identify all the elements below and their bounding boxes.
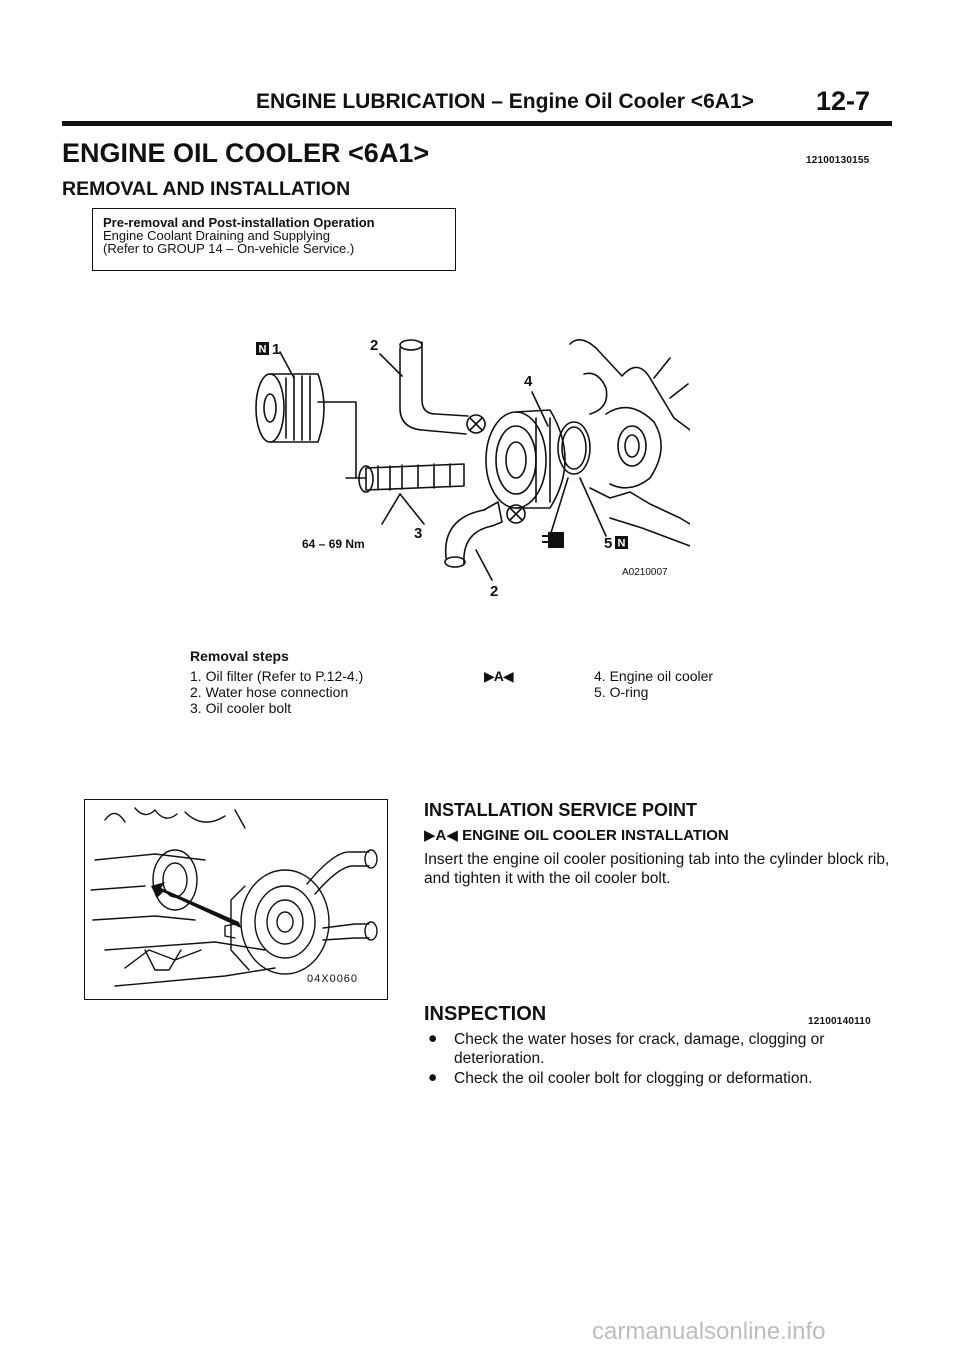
svg-text:N: N	[617, 537, 626, 550]
engine-oil-cooler-drawing	[486, 410, 565, 508]
bullet-icon: ●	[428, 1069, 438, 1086]
callout-2-upper: 2	[370, 337, 379, 354]
section-title: ENGINE OIL COOLER <6A1>	[62, 138, 430, 168]
oil-cooler-exploded-diagram	[250, 318, 690, 598]
header-rule	[62, 121, 892, 126]
removal-step-4: 4. Engine oil cooler	[594, 668, 714, 684]
inspection-code: 12100140110	[808, 1016, 871, 1027]
bullet-icon: ●	[428, 1030, 438, 1047]
removal-steps-title: Removal steps	[190, 648, 289, 664]
non-reusable-badge-icon	[615, 536, 628, 550]
oil-cooler-bolt-drawing	[346, 464, 464, 492]
torque-label: 64 – 69 Nm	[302, 537, 365, 551]
removal-step-3: 3. Oil cooler bolt	[190, 700, 292, 716]
oil-filter-drawing	[256, 374, 324, 442]
upper-water-hose-drawing	[400, 340, 468, 434]
inspection-item-1: Check the water hoses for crack, damage, clogging or deterioration.	[454, 1031, 825, 1067]
callout-4: 4	[524, 373, 533, 390]
installation-text: Insert the engine oil cooler positioning tab into the cylinder block rib, and tighten it with the oil cooler bolt.	[424, 851, 890, 887]
lower-water-hose-drawing	[445, 502, 502, 567]
installation-title: INSTALLATION SERVICE POINT	[424, 800, 698, 820]
installation-figure	[84, 799, 388, 1000]
removal-step-5: 5. O-ring	[594, 684, 649, 700]
installation-subtitle: ▶A◀ ENGINE OIL COOLER INSTALLATION	[424, 827, 729, 844]
page-number: 12-7	[816, 86, 871, 116]
callout-2-lower: 2	[490, 583, 499, 598]
oil-cooler-installation-drawing	[85, 800, 386, 998]
pre-removal-box	[92, 208, 456, 271]
callout-3: 3	[414, 525, 423, 542]
cylinder-block-drawing	[570, 340, 690, 546]
section-subtitle: REMOVAL AND INSTALLATION	[62, 178, 351, 200]
sealant-icon	[542, 532, 564, 548]
inspection-title: INSPECTION	[424, 1003, 547, 1025]
figure-1-code: A0210007	[622, 567, 668, 578]
running-header-title: ENGINE LUBRICATION – Engine Oil Cooler <6A1>	[256, 90, 754, 113]
pre-removal-heading: Pre-removal and Post-installation Operation	[103, 215, 375, 230]
watermark: carmanualsonline.info	[592, 1318, 826, 1345]
callout-5: 5	[604, 535, 613, 552]
removal-step-1: 1. Oil filter (Refer to P.12-4.)	[190, 668, 364, 684]
pre-removal-line-1: Engine Coolant Draining and Supplying	[103, 228, 330, 243]
callout-1: 1	[272, 341, 281, 358]
service-point-mark: ▶A◀	[484, 668, 513, 684]
figure-2-code: 04X0060	[307, 973, 359, 985]
non-reusable-badge-icon	[256, 342, 269, 356]
removal-step-2: 2. Water hose connection	[190, 684, 349, 700]
svg-text:N: N	[258, 343, 267, 356]
pre-removal-line-2: (Refer to GROUP 14 – On-vehicle Service.)	[103, 241, 355, 256]
section-code: 12100130155	[806, 155, 870, 166]
inspection-item-2: Check the oil cooler bolt for clogging or deformation.	[454, 1070, 813, 1087]
